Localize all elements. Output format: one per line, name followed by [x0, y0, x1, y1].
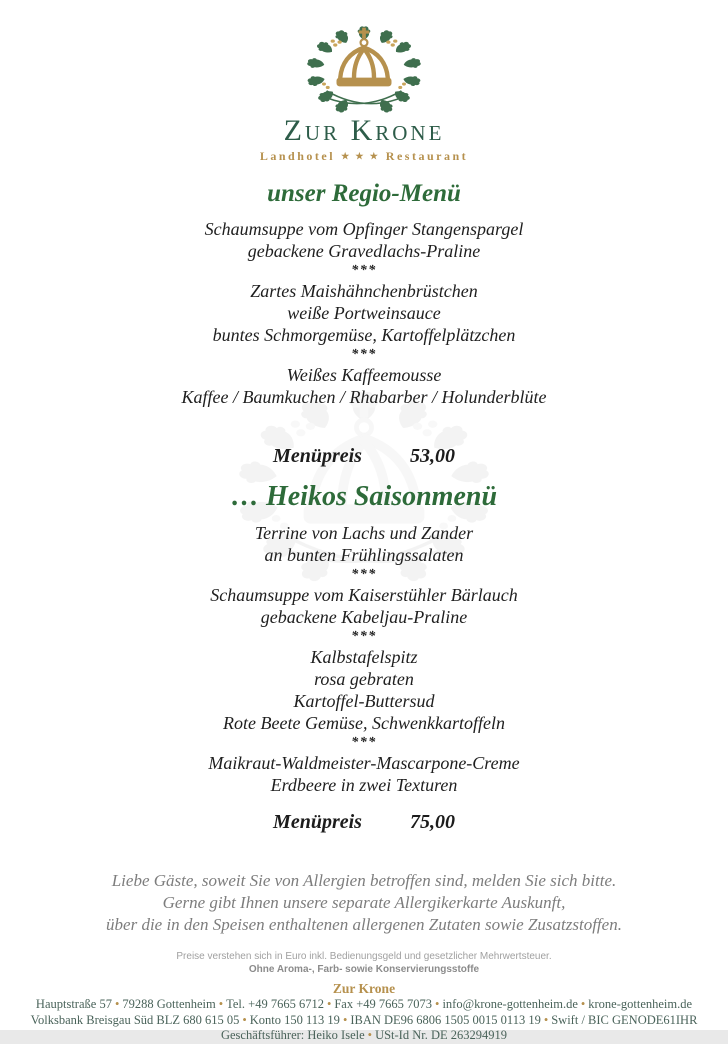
course-line: weiße Portweinsauce — [287, 303, 441, 323]
footer-website: krone-gottenheim.de — [588, 997, 693, 1011]
course-separator: *** — [351, 347, 377, 362]
price-label: Menüpreis — [273, 445, 362, 467]
three-stars-icon: ★ ★ ★ — [341, 151, 380, 161]
regio-course-2 — [0, 280, 728, 346]
footer-konto: Konto 150 113 19 — [249, 1012, 340, 1027]
course-separator: *** — [351, 629, 377, 644]
tagline-landhotel: Landhotel — [259, 149, 336, 163]
course-line: Erdbeere in zwei Texturen — [270, 775, 458, 795]
footer-vat-id: USt-Id Nr. DE 263294919 — [375, 1028, 508, 1042]
course-line: gebackene Kabeljau-Praline — [260, 607, 468, 627]
saison-course-2 — [0, 584, 728, 628]
logo-tagline — [0, 149, 728, 165]
course-line: gebackene Gravedlachs-Praline — [247, 241, 481, 261]
footer-managing-director: Geschäftsführer: Heiko Isele — [220, 1028, 365, 1042]
saison-menu-section — [0, 480, 728, 834]
footer-bic: Swift / BIC GENODE61IHR — [551, 1012, 698, 1027]
separator-bullet: • — [367, 1028, 373, 1042]
course-separator: *** — [351, 735, 377, 750]
fine-print-line: Preise verstehen sich in Euro inkl. Bedienungsgeld und gesetzlicher Mehrwertsteuer. — [176, 951, 552, 962]
course-line: Schaumsuppe vom Opfinger Stangenspargel — [204, 219, 524, 239]
footer-title: Zur Krone — [332, 981, 396, 996]
regio-menu-title: unser Regio-Menü — [267, 180, 461, 207]
course-separator: *** — [351, 263, 377, 278]
saison-course-4 — [0, 752, 728, 796]
allergy-line: Gerne gibt Ihnen unsere separate Allergikerkarte Auskunft, — [162, 893, 566, 912]
course-line: Maikraut-Waldmeister-Mascarpone-Creme — [208, 753, 520, 773]
price-label: Menüpreis — [273, 811, 362, 833]
separator-bullet: • — [114, 997, 120, 1011]
saison-menu-title: … Heikos Saisonmenü — [230, 481, 498, 512]
fine-print-line: Ohne Aroma-, Farb- sowie Konservierungsstoffe — [248, 964, 480, 975]
saison-course-1 — [0, 522, 728, 566]
fine-print — [0, 950, 728, 976]
regio-menu-price — [0, 444, 728, 468]
price-value: 75,00 — [409, 811, 455, 833]
course-line: Terrine von Lachs und Zander — [254, 523, 474, 543]
separator-bullet: • — [342, 1012, 348, 1027]
course-line: Schaumsuppe vom Kaiserstühler Bärlauch — [210, 585, 518, 605]
separator-bullet: • — [218, 997, 224, 1011]
regio-menu-section — [0, 179, 728, 468]
allergy-line: Liebe Gäste, soweit Sie von Allergien betroffen sind, melden Sie sich bitte. — [111, 871, 617, 890]
course-line: an bunten Frühlingssalaten — [264, 545, 464, 565]
footer-phone: Tel. +49 7665 6712 — [226, 997, 324, 1011]
course-separator: *** — [351, 567, 377, 582]
course-line: Rote Beete Gemüse, Schwenkkartoffeln — [223, 713, 505, 733]
footer-legal-line — [0, 1028, 728, 1044]
separator-bullet: • — [326, 997, 332, 1011]
separator-bullet: • — [580, 997, 586, 1011]
allergy-line: über die in den Speisen enthaltenen allergenen Zutaten sowie Zusatzstoffen. — [106, 915, 622, 934]
contact-footer — [0, 981, 728, 1044]
saison-menu-price — [0, 810, 728, 834]
course-line: Kartoffel-Buttersud — [293, 691, 435, 711]
allergy-note — [0, 870, 728, 936]
course-line: Kaffee / Baumkuchen / Rhabarber / Holunderblüte — [181, 387, 547, 407]
footer-street: Hauptstraße 57 — [35, 997, 112, 1011]
footer-bank: Volksbank Breisgau Süd BLZ 680 615 05 — [30, 1012, 240, 1027]
course-line: Weißes Kaffeemousse — [286, 365, 442, 385]
course-line: rosa gebraten — [314, 669, 414, 689]
footer-email: info@krone-gottenheim.de — [442, 997, 578, 1011]
tagline-restaurant: Restaurant — [385, 149, 469, 163]
saison-course-3 — [0, 646, 728, 734]
footer-iban: IBAN DE96 6806 1505 0015 0113 19 — [350, 1012, 541, 1027]
course-line: Kalbstafelspitz — [310, 647, 418, 667]
footer-fax: Fax +49 7665 7073 — [334, 997, 433, 1011]
course-line: buntes Schmorgemüse, Kartoffelplätzchen — [212, 325, 516, 345]
regio-course-1 — [0, 218, 728, 262]
separator-bullet: • — [435, 997, 440, 1011]
price-value: 53,00 — [409, 445, 455, 467]
footer-city: 79288 Gottenheim — [122, 997, 216, 1011]
footer-bank-line — [0, 1013, 728, 1029]
crown-wreath-icon — [289, 20, 439, 114]
course-line: Zartes Maishähnchenbrüstchen — [250, 281, 478, 301]
logo — [0, 0, 728, 165]
separator-bullet: • — [242, 1012, 247, 1027]
footer-address-line — [0, 997, 728, 1013]
logo-wordmark: Zur Krone — [283, 114, 445, 147]
regio-course-3 — [0, 364, 728, 408]
separator-bullet: • — [543, 1012, 549, 1027]
